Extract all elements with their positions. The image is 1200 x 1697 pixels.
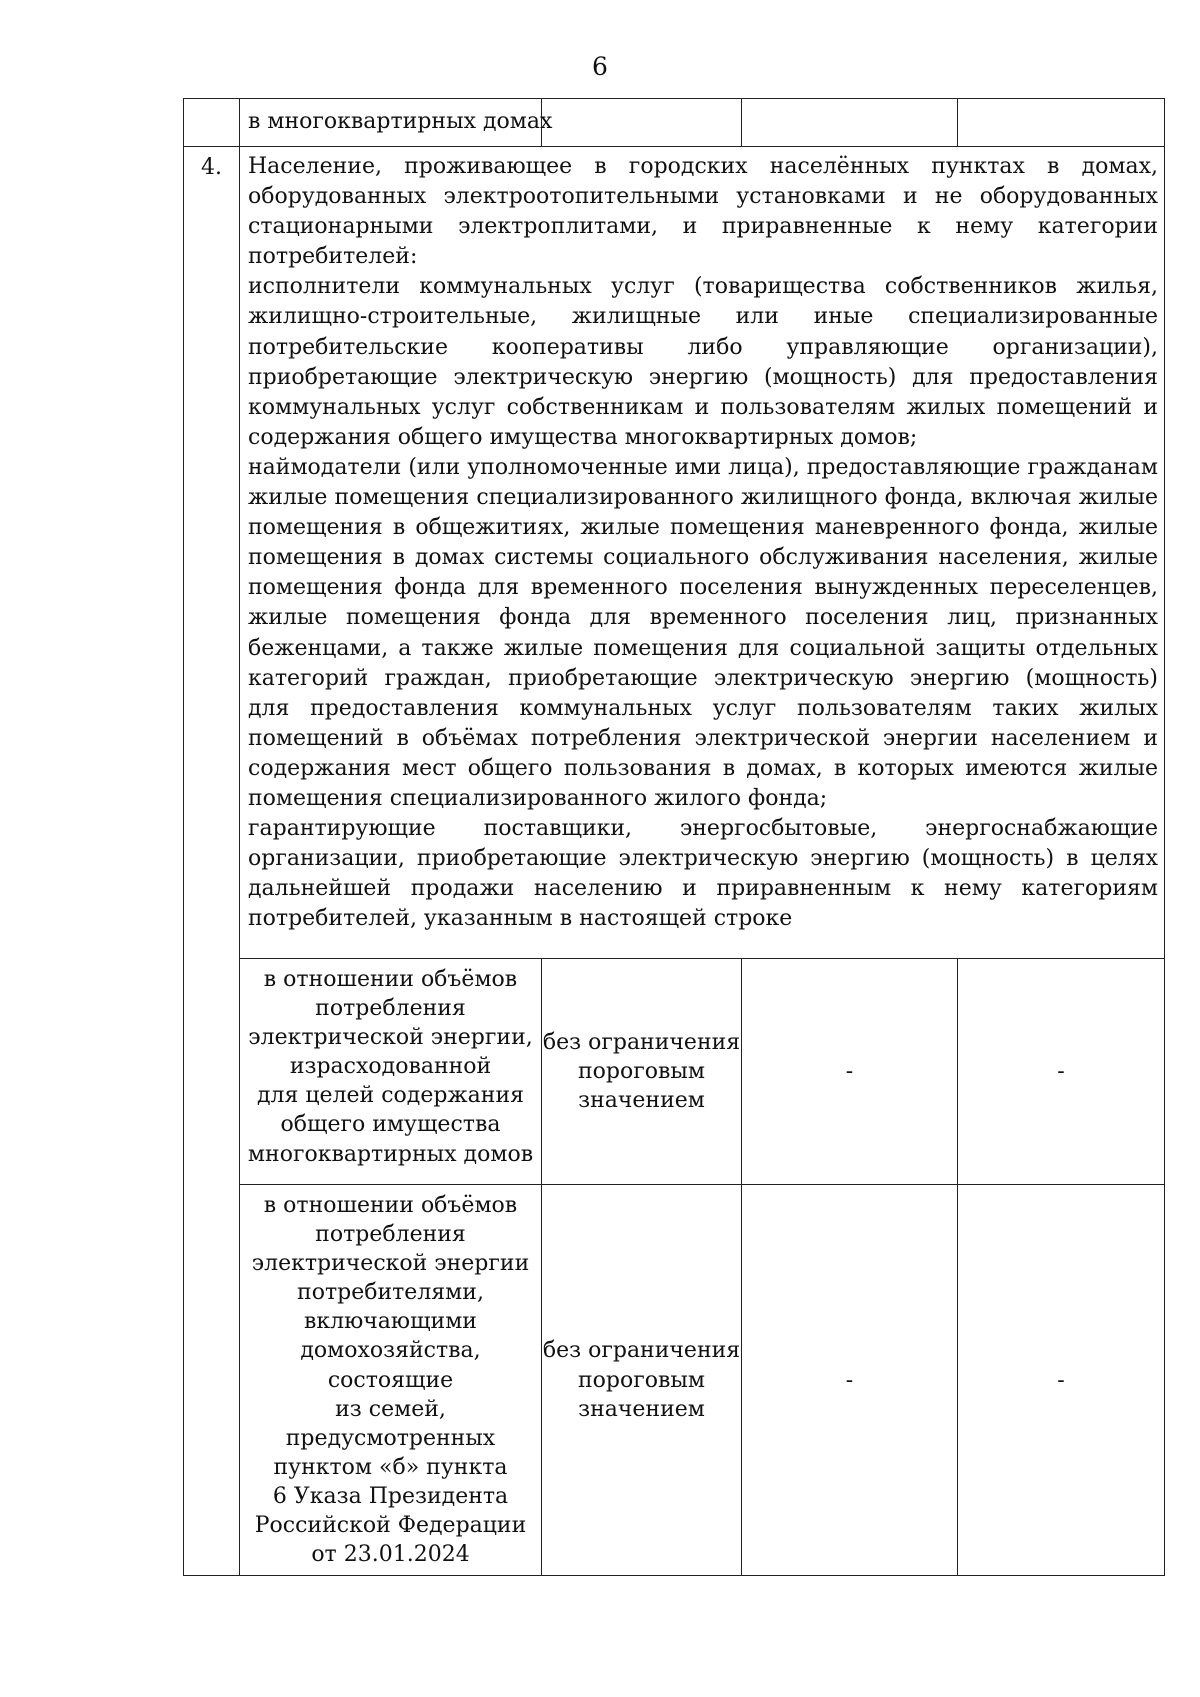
continuation-text: в многоквартирных домах bbox=[248, 109, 553, 134]
limit-cell bbox=[542, 959, 742, 1185]
table-row bbox=[184, 959, 1165, 1185]
section-description-cell bbox=[240, 147, 1165, 959]
section-paragraph: Население, проживающее в городских населённых пунктах в домах, оборудованных электроотопительными установками и не оборудованных стационарными электроплитами, и приравненные к нему категории потребителей: bbox=[248, 154, 1158, 270]
section-number: 4. bbox=[201, 155, 222, 180]
description-line: электрической энергии, bbox=[248, 1025, 533, 1051]
volume-description bbox=[240, 959, 541, 1175]
section-paragraph: гарантирующие поставщики, энергосбытовые, энергоснабжающие организации, приобретающие электрическую энергию (мощность) в целях дальнейшей продажи населению и приравненным к нему категориям потребителей, указанным в настоящей строке bbox=[248, 816, 1158, 932]
tariff-table bbox=[183, 98, 1165, 1576]
row-number-cell-empty bbox=[184, 99, 240, 147]
description-line: в отношении объёмов bbox=[263, 967, 518, 992]
table-row bbox=[184, 1185, 1165, 1576]
section-paragraph: наймодатели (или уполномоченные ими лица), предоставляющие гражданам жилые помещения специализированного жилищного фонда, включая жилые помещения в общежитиях, жилые помещения маневренного фонда, жилые помещения в домах системы социального обслуживания населения, жилые помещения фонда для временного поселения вынужденных переселенцев, жилые помещения фонда для временного поселения лиц, признанных беженцами, а также жилые помещения для социальной защиты отдельных категорий граждан, приобретающие электрическую энергию (мощность) для предоставления коммунальных услуг пользователям таких жилых помещений в объёмах потребления электрической энергии населением и содержания мест общего пользования в домах, в которых имеются жилые помещения специализированного жилого фонда; bbox=[248, 454, 1158, 811]
page-number: 6 bbox=[592, 52, 608, 81]
description-line: израсходованной bbox=[289, 1054, 492, 1080]
continuation-limit-cell bbox=[542, 99, 742, 147]
description-line: общего имущества bbox=[280, 1112, 501, 1138]
volume-description bbox=[240, 1185, 541, 1575]
description-line: домохозяйства, состоящие bbox=[300, 1338, 481, 1393]
dash-value: - bbox=[1057, 1367, 1065, 1393]
description-line: потребления bbox=[315, 996, 466, 1022]
description-line: включающими bbox=[304, 1309, 477, 1335]
limit-line: значением bbox=[578, 1396, 705, 1422]
limit-line: без ограничения bbox=[542, 1338, 741, 1364]
limit-line: значением bbox=[578, 1088, 705, 1114]
table-row-section-4 bbox=[184, 147, 1165, 959]
dash-value: - bbox=[1057, 1059, 1065, 1084]
volume-description-cell bbox=[240, 1185, 542, 1576]
volume-description-cell bbox=[240, 959, 542, 1185]
continuation-col5-cell bbox=[958, 99, 1165, 147]
limit-text bbox=[542, 1336, 741, 1423]
limit-cell bbox=[542, 1185, 742, 1576]
continuation-description-cell bbox=[240, 99, 553, 147]
col4-cell bbox=[742, 1185, 958, 1576]
section-number-cell bbox=[184, 147, 240, 1576]
description-line: в отношении объёмов bbox=[263, 1193, 518, 1218]
description-line: предусмотренных bbox=[285, 1425, 496, 1451]
description-line: Российской Федерации bbox=[254, 1513, 527, 1539]
col5-cell bbox=[958, 959, 1165, 1185]
dash-value: - bbox=[845, 1059, 854, 1084]
description-line: электрической энергии bbox=[251, 1251, 530, 1277]
section-text bbox=[240, 147, 1164, 936]
limit-line: пороговым bbox=[577, 1367, 705, 1393]
description-line: потребителями, bbox=[297, 1280, 484, 1306]
dash-value: - bbox=[845, 1367, 854, 1393]
continuation-col4-cell bbox=[742, 99, 958, 147]
limit-line: пороговым bbox=[577, 1058, 705, 1084]
description-line: для целей содержания bbox=[257, 1083, 524, 1109]
description-line: от 23.01.2024 bbox=[311, 1542, 470, 1568]
description-line: 6 Указа Президента bbox=[272, 1483, 509, 1509]
description-line: пунктом «б» пункта bbox=[273, 1454, 508, 1480]
limit-text bbox=[542, 1028, 741, 1115]
table-row-continuation bbox=[184, 99, 1165, 147]
section-paragraph: исполнители коммунальных услуг (товарищества собственников жилья, жилищно-строительные, жилищные или иные специализированные потребительские кооперативы либо управляющие организации), приобретающие электрическую энергию (мощность) для предоставления коммунальных услуг собственникам и пользователям жилых помещений и содержания общего имущества многоквартирных домов; bbox=[248, 274, 1158, 450]
description-line: из семей, bbox=[335, 1396, 446, 1422]
col5-cell bbox=[958, 1185, 1165, 1576]
col4-cell bbox=[742, 959, 958, 1185]
description-line: многоквартирных домов bbox=[247, 1141, 534, 1167]
limit-line: без ограничения bbox=[542, 1029, 741, 1055]
description-line: потребления bbox=[315, 1222, 466, 1248]
